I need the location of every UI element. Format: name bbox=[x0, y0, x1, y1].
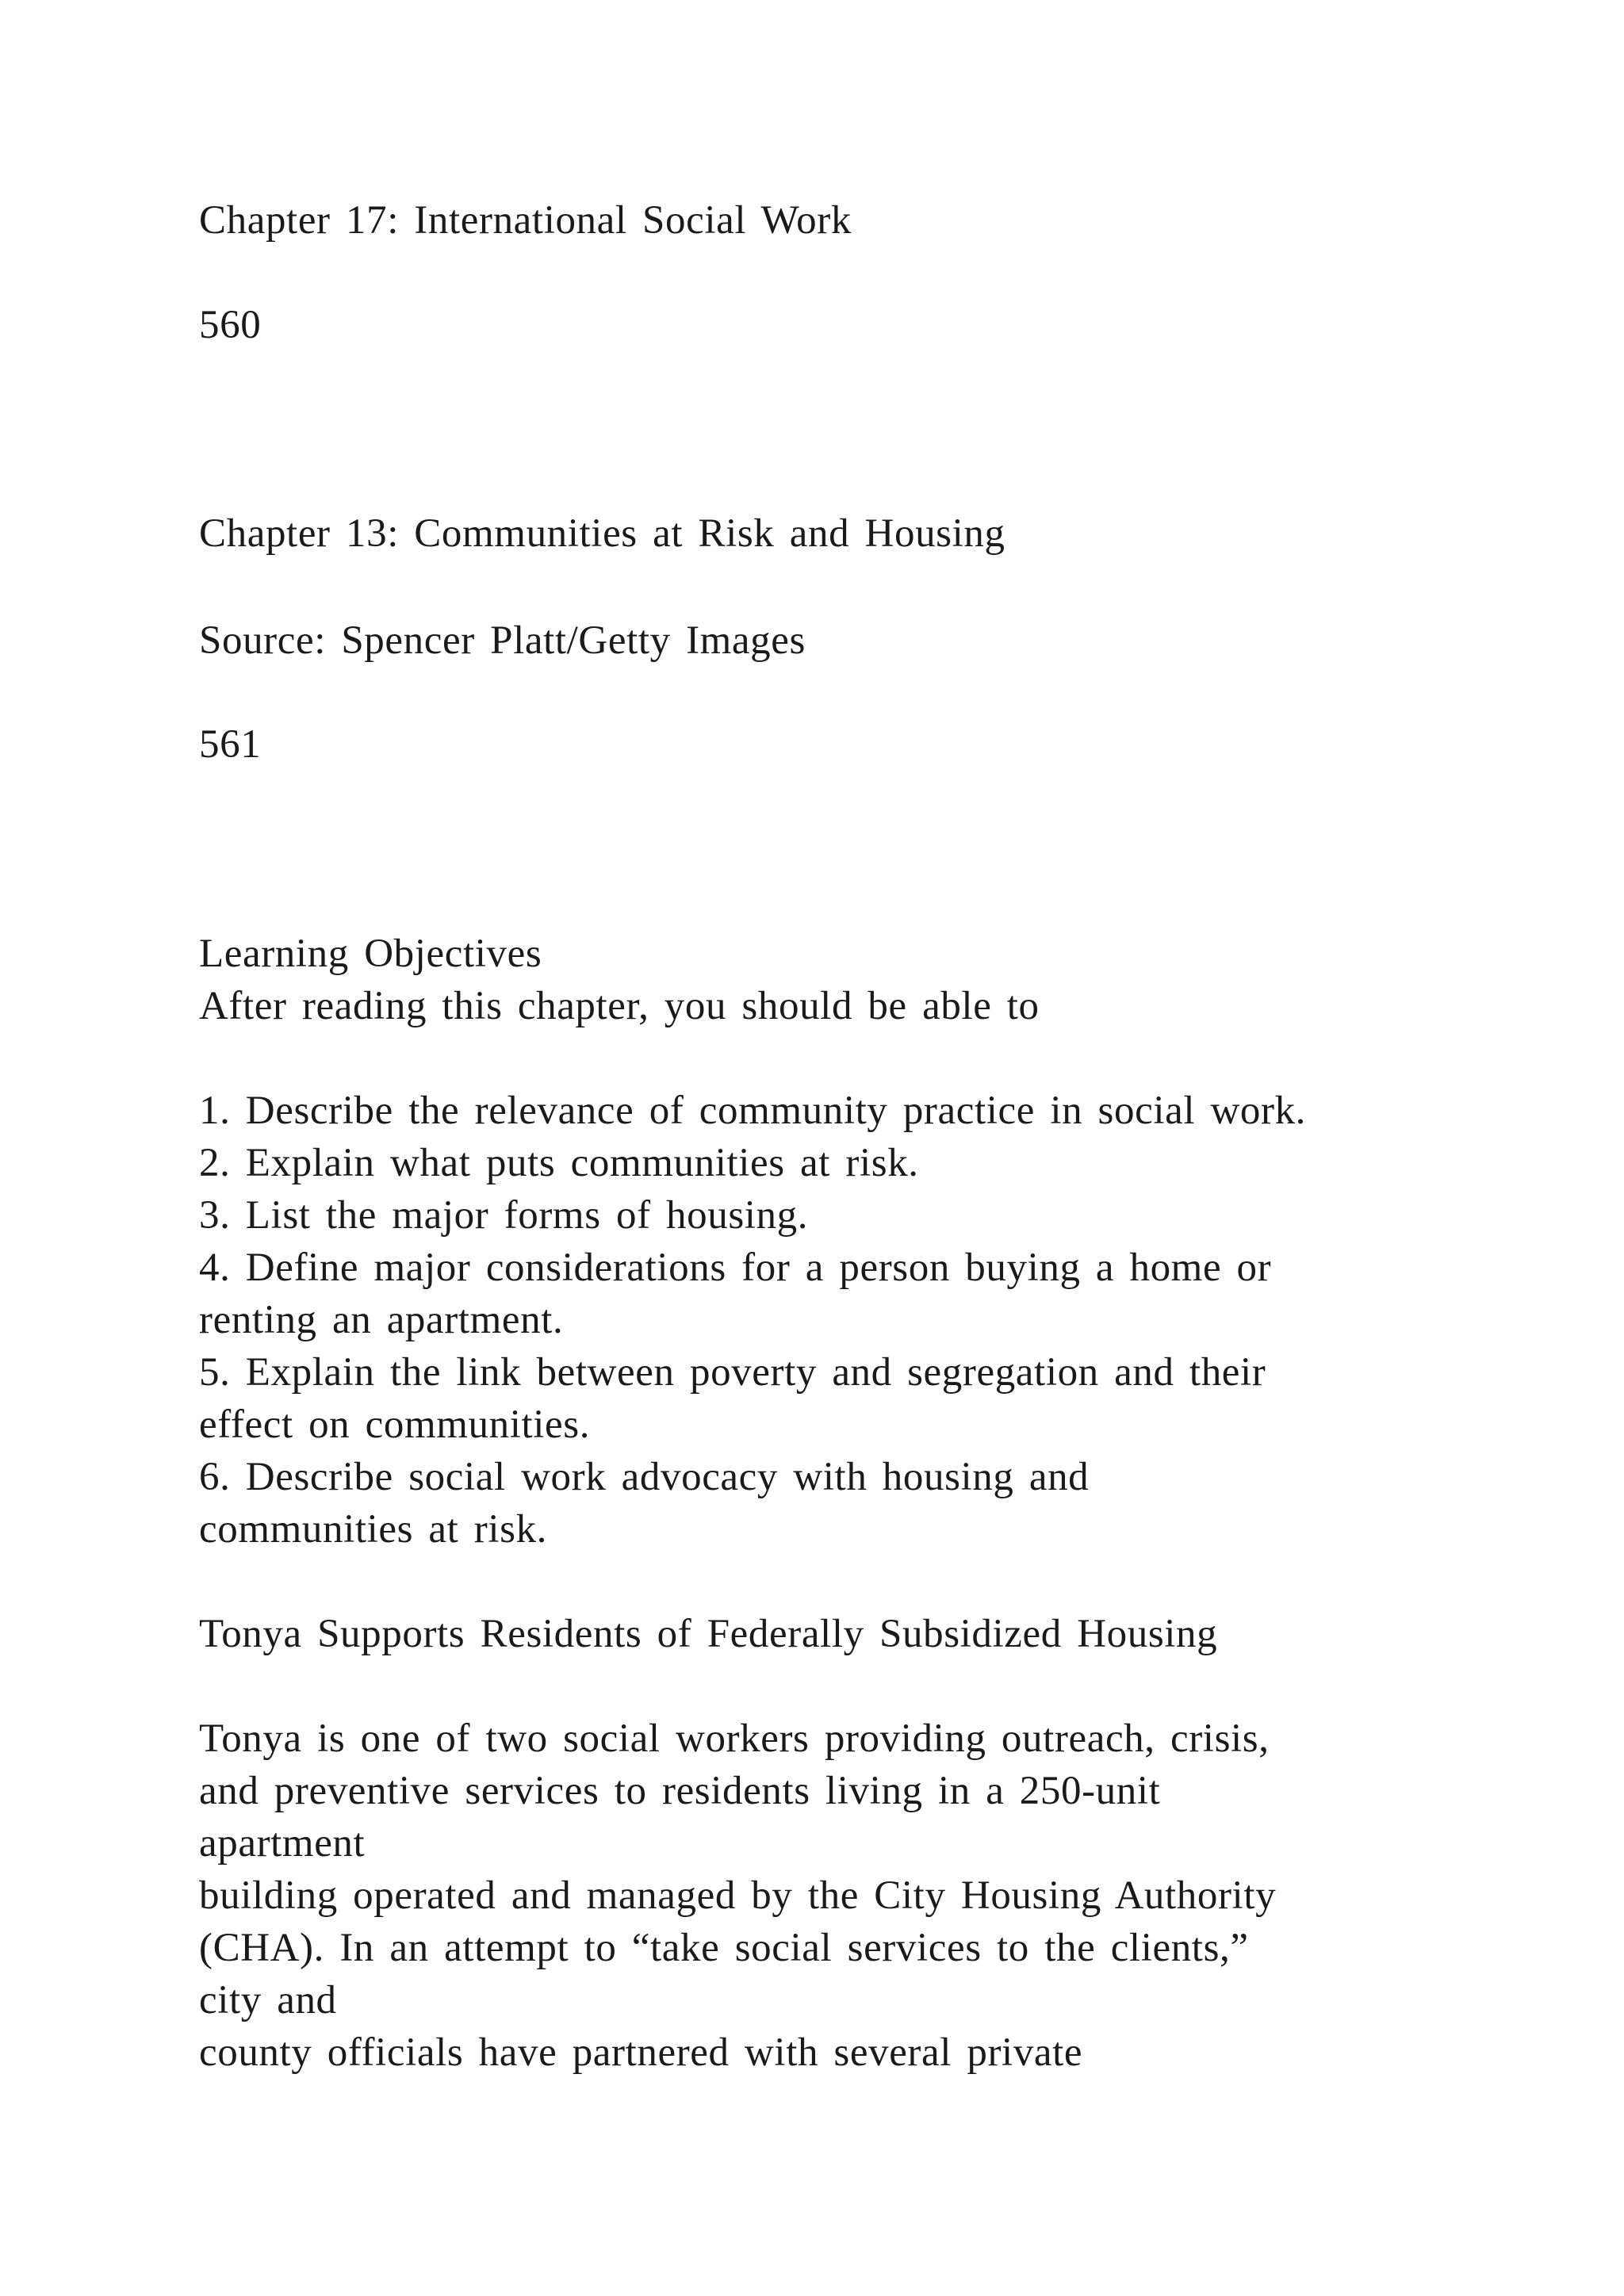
objective-line: renting an apartment. bbox=[199, 1298, 564, 1342]
case-study-line: and preventive services to residents living in a 250-unit bbox=[199, 1769, 1161, 1813]
objective-line: 3. List the major forms of housing. bbox=[199, 1193, 809, 1238]
chapter-13-title: Chapter 13: Communities at Risk and Housing bbox=[199, 511, 1005, 556]
page-number-560: 560 bbox=[199, 303, 262, 347]
objective-line: 2. Explain what puts communities at risk. bbox=[199, 1141, 919, 1185]
learning-objectives-heading: Learning Objectives bbox=[199, 932, 542, 976]
case-study-line: apartment bbox=[199, 1821, 366, 1866]
case-study-line: Tonya is one of two social workers providing outreach, crisis, bbox=[199, 1716, 1270, 1761]
case-study-line: building operated and managed by the City Housing Authority bbox=[199, 1873, 1277, 1918]
objective-line: 1. Describe the relevance of community practice in social work. bbox=[199, 1089, 1307, 1133]
learning-objectives-intro: After reading this chapter, you should be able to bbox=[199, 984, 1040, 1028]
objective-line: 6. Describe social work advocacy with housing and bbox=[199, 1455, 1090, 1499]
chapter-17-title: Chapter 17: International Social Work bbox=[199, 198, 852, 243]
objective-line: 4. Define major considerations for a person buying a home or bbox=[199, 1246, 1272, 1290]
objective-line: effect on communities. bbox=[199, 1402, 591, 1447]
page-number-561: 561 bbox=[199, 722, 262, 767]
objective-line: communities at risk. bbox=[199, 1507, 548, 1552]
objective-line: 5. Explain the link between poverty and segregation and their bbox=[199, 1350, 1266, 1395]
case-study-line: city and bbox=[199, 1978, 337, 2022]
case-study-line: (CHA). In an attempt to “take social services to the clients,” bbox=[199, 1926, 1249, 1970]
case-study-title: Tonya Supports Residents of Federally Subsidized Housing bbox=[199, 1612, 1218, 1656]
photo-credit: Source: Spencer Platt/Getty Images bbox=[199, 618, 806, 663]
case-study-line: county officials have partnered with several private bbox=[199, 2030, 1083, 2075]
